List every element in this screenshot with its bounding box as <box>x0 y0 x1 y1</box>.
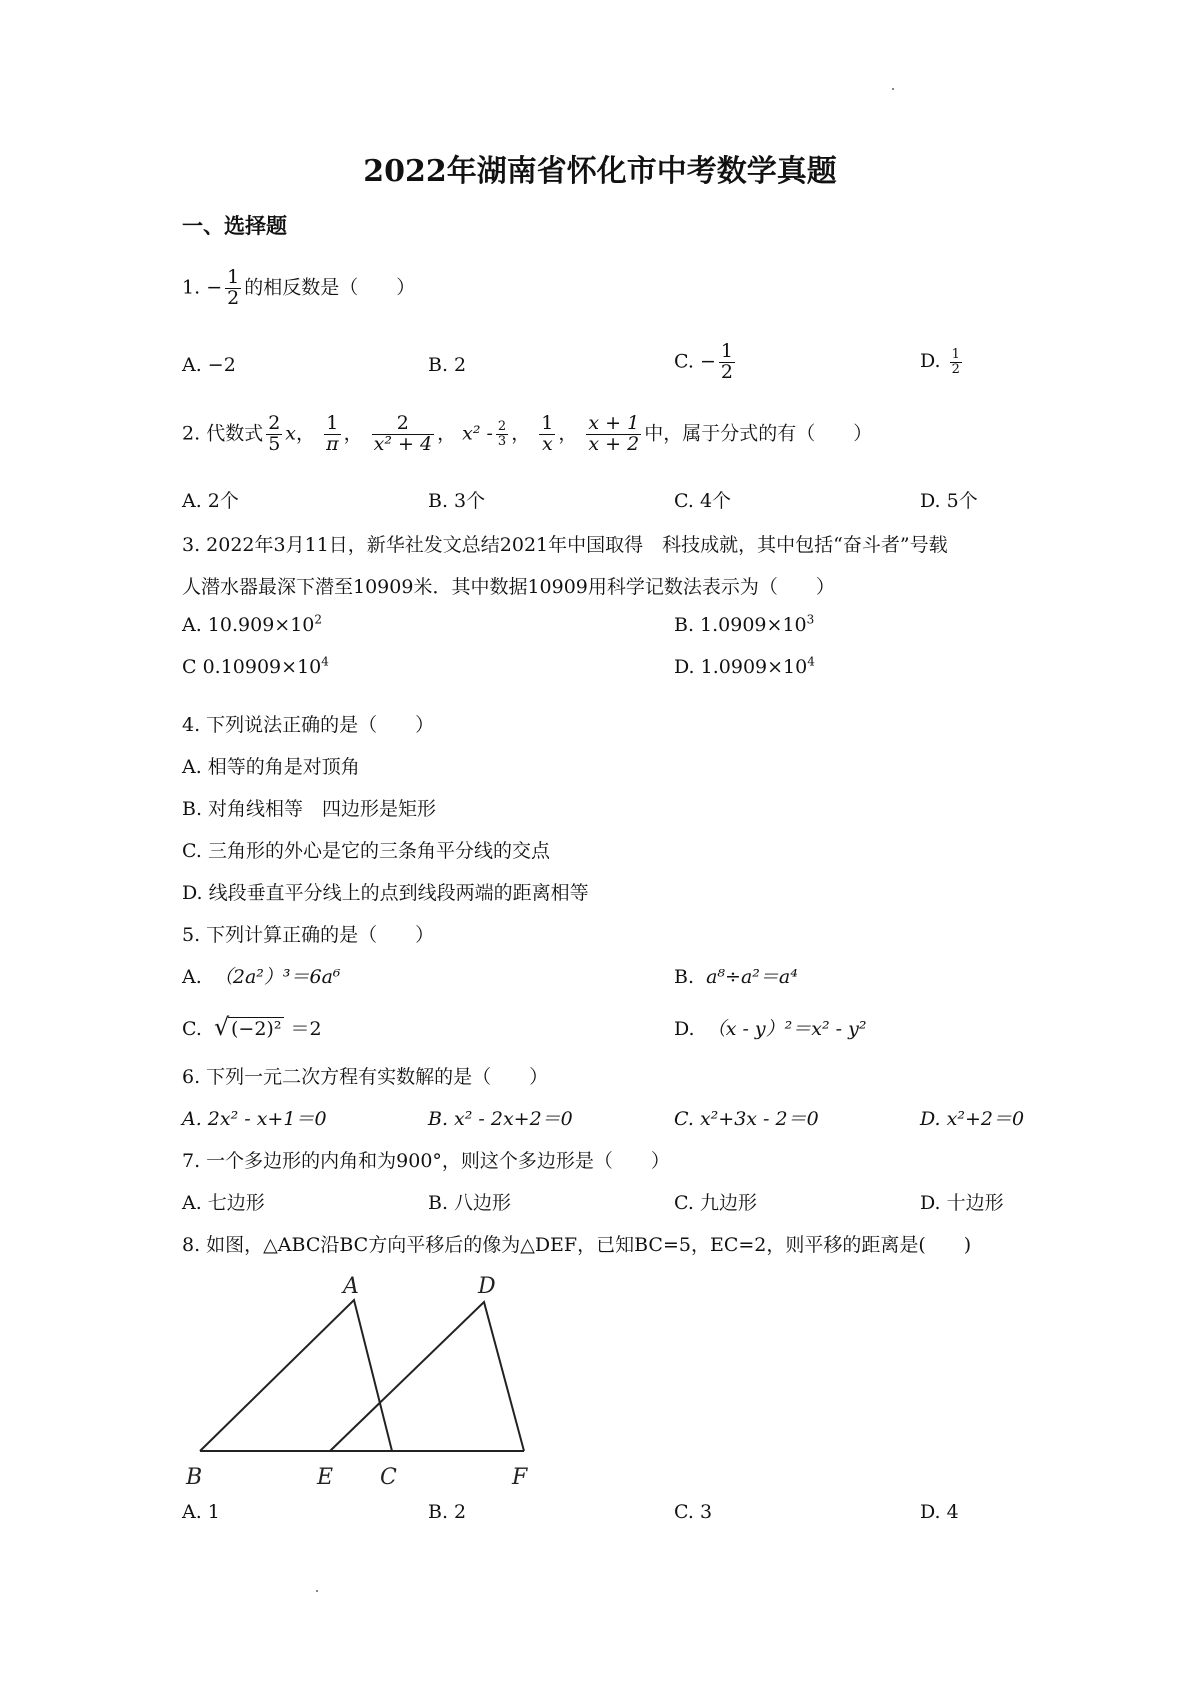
option-d[interactable]: D. 4 <box>920 1501 959 1523</box>
question-7-stem: 7. 一个多边形的内角和为900°，则这个多边形是（ ） <box>182 1150 670 1172</box>
label-f: F <box>512 1465 528 1490</box>
label-b: B <box>186 1465 203 1490</box>
fraction: $\frac{2}{3}$ <box>497 419 507 449</box>
question-number: 1. <box>182 276 201 299</box>
question-text: 的相反数是（ ） <box>244 276 416 299</box>
option-b[interactable]: B. $1.0909\times 10^3$ <box>674 612 815 636</box>
option-b[interactable]: B. 3个 <box>428 490 486 512</box>
question-8-stem: 8. 如图，△ABC沿BC方向平移后的像为△DEF，已知BC=5，EC=2，则平移的距离是( ) <box>182 1234 972 1256</box>
option-d[interactable]: D. （x - y）²＝x² - y² <box>674 1018 867 1040</box>
question-3-line-2: 人潜水器最深下潜至10909米．其中数据10909用科学记数法表示为（ ） <box>182 576 835 598</box>
option-d[interactable]: D. $\frac{1}{2}$ <box>920 347 960 377</box>
option-c[interactable]: C. 3 <box>674 1501 713 1523</box>
square-root: √ (−2)² <box>214 1017 284 1040</box>
fraction: $\frac{x + 1}{x + 2}$ <box>588 412 640 455</box>
option-a[interactable]: A. 2个 <box>182 490 239 512</box>
fraction: $\frac{1}{2}$ <box>227 266 240 309</box>
question-3-line-1: 3. 2022年3月11日，新华社发文总结2021年中国取得 科技成就，其中包括“奋斗者”号载 <box>182 534 948 556</box>
option-c[interactable]: C. 九边形 <box>674 1192 757 1214</box>
question-5-stem: 5. 下列计算正确的是（ ） <box>182 924 435 946</box>
option-a[interactable]: A. 1 <box>182 1501 220 1523</box>
question-4-stem: 4. 下列说法正确的是（ ） <box>182 714 435 736</box>
label-a: A <box>343 1274 359 1299</box>
question-6-stem: 6. 下列一元二次方程有实数解的是（ ） <box>182 1066 549 1088</box>
option-b[interactable]: B. 对角线相等 四边形是矩形 <box>182 798 437 820</box>
question-2-stem: 2. 代数式 $\frac{2}{5}$ x， $\frac{1}{\pi}$ ， $\frac{2}{\text{x² + 4}}$ ， x² - $\frac{2}{3}$ ， $\frac{1}{x}$ ， $\frac{x + 1}{x + 2}$ 中，属于分式的有（ ） <box>182 412 873 455</box>
option-c[interactable]: C. − $\frac{1}{2}$ <box>674 340 733 383</box>
option-c[interactable]: C $0.10909\times 10^4$ <box>182 654 329 678</box>
option-a[interactable]: A. −2 <box>182 354 236 376</box>
label-c: C <box>380 1465 397 1490</box>
fraction: $\frac{1}{\pi}$ <box>326 412 339 455</box>
option-c[interactable]: C. 4个 <box>674 490 732 512</box>
option-b[interactable]: B. x² - 2x+2＝0 <box>428 1108 573 1130</box>
triangle-abc <box>200 1300 392 1451</box>
option-d[interactable]: D. x²+2＝0 <box>920 1108 1025 1130</box>
page-title: 2022年湖南省怀化市中考数学真题 <box>363 154 837 189</box>
option-c[interactable]: C. x²+3x - 2＝0 <box>674 1108 819 1130</box>
option-b[interactable]: B. a⁸÷a²＝a⁴ <box>674 966 798 988</box>
option-d[interactable]: D. 十边形 <box>920 1192 1004 1214</box>
option-a[interactable]: A. 2x² - x+1＝0 <box>182 1108 327 1130</box>
option-c[interactable]: C. 三角形的外心是它的三条角平分线的交点 <box>182 840 550 862</box>
option-d[interactable]: D. 线段垂直平分线上的点到线段两端的距离相等 <box>182 882 589 904</box>
option-a[interactable]: A. 相等的角是对顶角 <box>182 756 360 778</box>
option-a[interactable]: A. 七边形 <box>182 1192 265 1214</box>
section-heading: 一、选择题 <box>182 213 287 238</box>
option-b[interactable]: B. 2 <box>428 354 467 376</box>
label-d: D <box>478 1274 496 1299</box>
option-a[interactable]: A. （2a²）³＝6a⁶ <box>182 966 341 988</box>
option-b[interactable]: B. 八边形 <box>428 1192 512 1214</box>
fraction: $\frac{2}{5}$ <box>268 412 281 455</box>
option-d[interactable]: D. 5个 <box>920 490 978 512</box>
minus-sign: − <box>206 276 223 299</box>
fraction: $\frac{1}{x}$ <box>541 412 554 455</box>
fraction: $\frac{2}{\text{x² + 4}}$ <box>373 412 433 455</box>
option-d[interactable]: D. $1.0909\times 10^4$ <box>674 654 815 678</box>
option-c[interactable]: C. √ (−2)² ＝2 <box>182 1013 322 1041</box>
option-b[interactable]: B. 2 <box>428 1501 467 1523</box>
option-a[interactable]: A. $10.909\times 10^2$ <box>182 612 323 636</box>
label-e: E <box>317 1465 334 1490</box>
